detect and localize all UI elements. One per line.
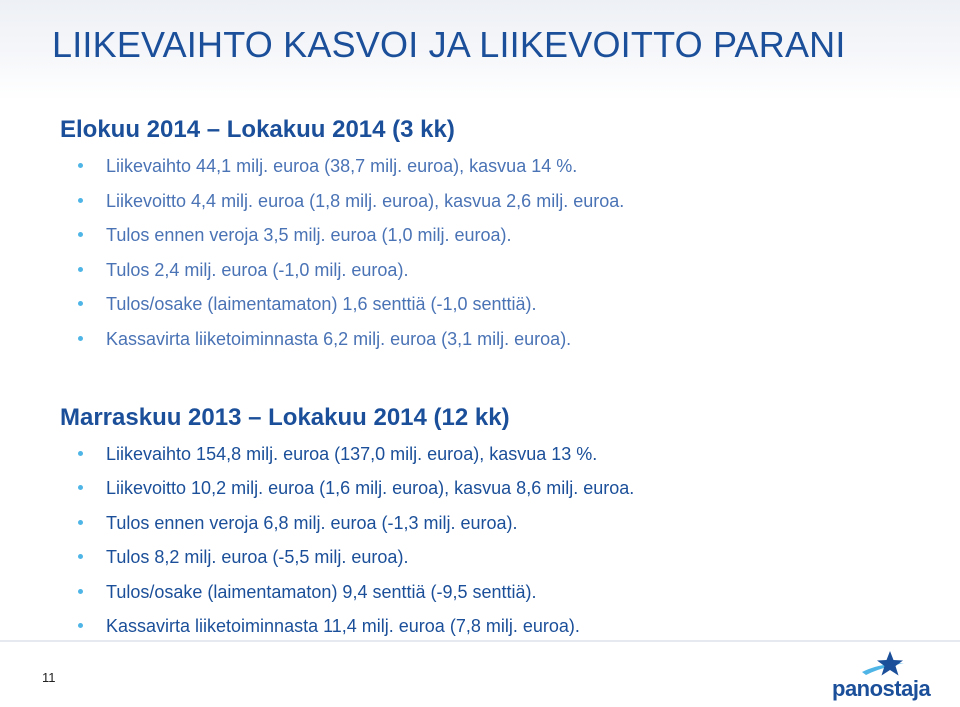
list-item bbox=[78, 222, 624, 257]
bullet-icon bbox=[78, 485, 83, 490]
list-item bbox=[78, 153, 624, 188]
bullet-list-12-months bbox=[78, 441, 634, 647]
logo-text: panostaja bbox=[832, 676, 931, 701]
list-item bbox=[78, 441, 634, 475]
bullet-icon bbox=[78, 163, 83, 168]
footer-divider bbox=[0, 640, 960, 642]
bullet-icon bbox=[78, 623, 83, 628]
page-number: 11 bbox=[42, 670, 56, 685]
list-item-text: Tulos ennen veroja 3,5 milj. euroa (1,0 milj. euroa). bbox=[106, 225, 512, 246]
list-item bbox=[78, 613, 634, 647]
bullet-list-3-months bbox=[78, 153, 624, 361]
slide-title: LIIKEVAIHTO KASVOI JA LIIKEVOITTO PARANI bbox=[52, 24, 846, 65]
list-item bbox=[78, 257, 624, 292]
bullet-icon bbox=[78, 232, 83, 237]
list-item-text: Tulos 2,4 milj. euroa (-1,0 milj. euroa). bbox=[106, 259, 409, 280]
list-item bbox=[78, 326, 624, 361]
list-item bbox=[78, 579, 634, 613]
list-item-text: Kassavirta liiketoiminnasta 11,4 milj. euroa (7,8 milj. euroa). bbox=[106, 615, 580, 636]
company-logo bbox=[832, 646, 936, 706]
list-item bbox=[78, 475, 634, 509]
list-item bbox=[78, 188, 624, 223]
bullet-icon bbox=[78, 589, 83, 594]
list-item bbox=[78, 291, 624, 326]
bullet-icon bbox=[78, 301, 83, 306]
bullet-icon bbox=[78, 267, 83, 272]
list-item bbox=[78, 544, 634, 578]
bullet-icon bbox=[78, 451, 83, 456]
list-item-text: Liikevaihto 44,1 milj. euroa (38,7 milj. euroa), kasvua 14 %. bbox=[106, 156, 578, 176]
bullet-icon bbox=[78, 520, 83, 525]
bullet-icon bbox=[78, 336, 83, 341]
bullet-icon bbox=[78, 198, 83, 203]
section-heading-12-months: Marraskuu 2013 – Lokakuu 2014 (12 kk) bbox=[60, 404, 510, 431]
list-item-text: Kassavirta liiketoiminnasta 6,2 milj. euroa (3,1 milj. euroa). bbox=[106, 328, 572, 349]
list-item-text: Tulos/osake (laimentamaton) 9,4 senttiä (-9,5 senttiä). bbox=[106, 581, 537, 602]
list-item-text: Tulos 8,2 milj. euroa (-5,5 milj. euroa). bbox=[106, 547, 409, 568]
list-item-text: Liikevoitto 10,2 milj. euroa (1,6 milj. euroa), kasvua 8,6 milj. euroa. bbox=[106, 478, 635, 499]
list-item-text: Liikevaihto 154,8 milj. euroa (137,0 milj. euroa), kasvua 13 %. bbox=[106, 444, 598, 464]
list-item-text: Tulos ennen veroja 6,8 milj. euroa (-1,3 milj. euroa). bbox=[106, 512, 518, 533]
section-heading-3-months: Elokuu 2014 – Lokakuu 2014 (3 kk) bbox=[60, 116, 455, 143]
bullet-icon bbox=[78, 554, 83, 559]
list-item-text: Liikevoitto 4,4 milj. euroa (1,8 milj. euroa), kasvua 2,6 milj. euroa. bbox=[106, 190, 625, 211]
list-item bbox=[78, 510, 634, 544]
list-item-text: Tulos/osake (laimentamaton) 1,6 senttiä (-1,0 senttiä). bbox=[106, 294, 537, 315]
